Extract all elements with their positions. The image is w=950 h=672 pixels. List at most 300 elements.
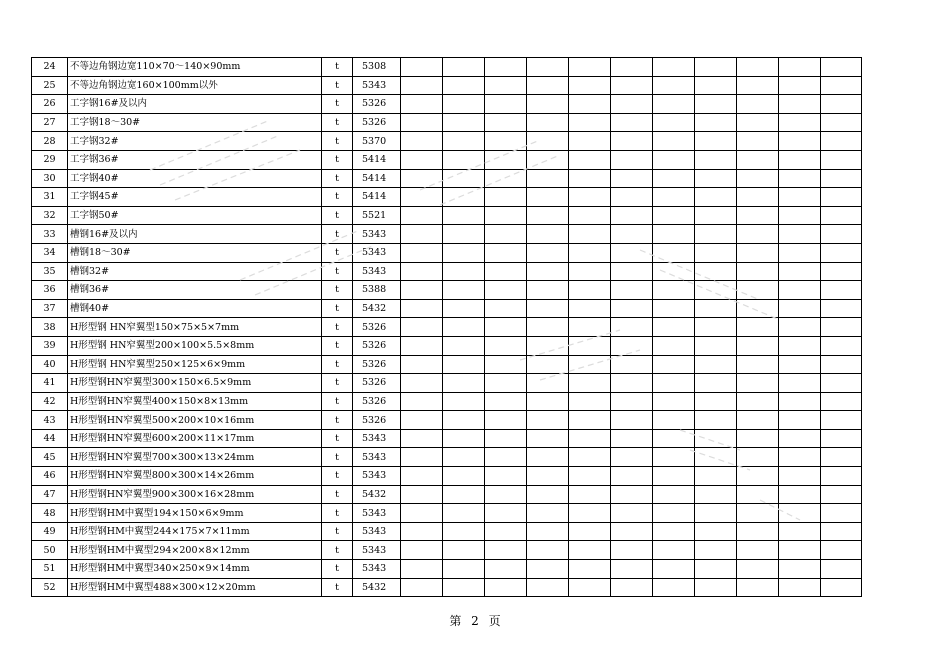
empty-cell [821,467,862,486]
table-row [32,95,862,114]
empty-cell [653,132,695,151]
empty-cell [569,262,611,281]
empty-cell [443,95,485,114]
empty-cell [569,281,611,300]
empty-cell [401,150,443,169]
empty-cell [485,355,527,374]
unit-cell: t [322,188,353,207]
empty-cell [527,336,569,355]
price-cell: 5343 [353,522,401,541]
empty-cell [611,262,653,281]
empty-cell [401,485,443,504]
table-row [32,76,862,95]
empty-cell [527,485,569,504]
table-row [32,262,862,281]
unit-cell: t [322,411,353,430]
empty-cell [485,113,527,132]
row-number-cell: 38 [32,318,68,337]
empty-cell [821,411,862,430]
material-name-cell: H形型钢HN窄翼型500×200×10×16mm [68,411,322,430]
empty-cell [821,58,862,77]
empty-cell [485,318,527,337]
table-row [32,169,862,188]
material-name-cell: 工字钢50# [68,206,322,225]
empty-cell [611,132,653,151]
empty-cell [779,188,821,207]
empty-cell [569,58,611,77]
price-cell: 5343 [353,541,401,560]
row-number-cell: 37 [32,299,68,318]
empty-cell [821,429,862,448]
price-cell: 5521 [353,206,401,225]
empty-cell [737,299,779,318]
empty-cell [779,206,821,225]
empty-cell [695,392,737,411]
table-row [32,355,862,374]
empty-cell [569,113,611,132]
empty-cell [401,76,443,95]
empty-cell [611,299,653,318]
empty-cell [695,541,737,560]
empty-cell [443,355,485,374]
price-cell: 5326 [353,113,401,132]
row-number-cell: 26 [32,95,68,114]
row-number-cell: 42 [32,392,68,411]
empty-cell [737,169,779,188]
empty-cell [653,318,695,337]
material-name-cell: H形型钢HN窄翼型300×150×6.5×9mm [68,374,322,393]
empty-cell [821,541,862,560]
empty-cell [821,281,862,300]
unit-cell: t [322,58,353,77]
empty-cell [443,522,485,541]
empty-cell [569,225,611,244]
empty-cell [653,95,695,114]
empty-cell [737,113,779,132]
empty-cell [485,429,527,448]
empty-cell [401,206,443,225]
empty-cell [779,429,821,448]
empty-cell [695,243,737,262]
table-row [32,485,862,504]
empty-cell [737,58,779,77]
empty-cell [443,541,485,560]
empty-cell [401,411,443,430]
empty-cell [401,281,443,300]
empty-cell [527,522,569,541]
price-cell: 5326 [353,392,401,411]
table-row [32,448,862,467]
table-row [32,225,862,244]
price-cell: 5370 [353,132,401,151]
row-number-cell: 33 [32,225,68,244]
material-name-cell: H形型钢 HN窄翼型250×125×6×9mm [68,355,322,374]
empty-cell [401,132,443,151]
price-cell: 5388 [353,281,401,300]
empty-cell [737,429,779,448]
empty-cell [611,374,653,393]
material-name-cell: H形型钢 HN窄翼型200×100×5.5×8mm [68,336,322,355]
empty-cell [821,578,862,597]
empty-cell [779,95,821,114]
price-cell: 5432 [353,578,401,597]
empty-cell [653,76,695,95]
empty-cell [695,262,737,281]
empty-cell [737,467,779,486]
empty-cell [569,132,611,151]
price-cell: 5343 [353,429,401,448]
empty-cell [485,95,527,114]
price-cell: 5343 [353,76,401,95]
empty-cell [653,58,695,77]
empty-cell [527,318,569,337]
empty-cell [401,336,443,355]
empty-cell [443,262,485,281]
empty-cell [821,76,862,95]
empty-cell [485,225,527,244]
material-name-cell: 工字钢18～30# [68,113,322,132]
table-row [32,392,862,411]
empty-cell [821,355,862,374]
empty-cell [653,541,695,560]
empty-cell [527,225,569,244]
empty-cell [443,560,485,579]
empty-cell [485,132,527,151]
unit-cell: t [322,429,353,448]
table-row [32,336,862,355]
empty-cell [821,392,862,411]
empty-cell [569,299,611,318]
empty-cell [779,560,821,579]
empty-cell [443,206,485,225]
empty-cell [401,522,443,541]
row-number-cell: 45 [32,448,68,467]
empty-cell [527,374,569,393]
empty-cell [443,58,485,77]
empty-cell [401,169,443,188]
empty-cell [443,448,485,467]
empty-cell [401,318,443,337]
empty-cell [569,355,611,374]
empty-cell [527,188,569,207]
empty-cell [695,355,737,374]
table-row [32,374,862,393]
empty-cell [569,76,611,95]
empty-cell [695,76,737,95]
empty-cell [443,113,485,132]
empty-cell [569,95,611,114]
material-name-cell: H形型钢HM中翼型340×250×9×14mm [68,560,322,579]
row-number-cell: 47 [32,485,68,504]
empty-cell [485,374,527,393]
empty-cell [611,336,653,355]
empty-cell [443,225,485,244]
empty-cell [695,504,737,523]
empty-cell [527,560,569,579]
material-name-cell: H形型钢HM中翼型294×200×8×12mm [68,541,322,560]
empty-cell [527,76,569,95]
table-row [32,206,862,225]
empty-cell [527,150,569,169]
unit-cell: t [322,448,353,467]
empty-cell [485,243,527,262]
empty-cell [779,169,821,188]
table-row [32,243,862,262]
empty-cell [737,318,779,337]
material-name-cell: H形型钢HN窄翼型900×300×16×28mm [68,485,322,504]
empty-cell [611,429,653,448]
empty-cell [611,95,653,114]
material-name-cell: 工字钢32# [68,132,322,151]
empty-cell [527,578,569,597]
empty-cell [611,411,653,430]
material-name-cell: 工字钢16#及以内 [68,95,322,114]
empty-cell [653,206,695,225]
material-name-cell: H形型钢HM中翼型194×150×6×9mm [68,504,322,523]
empty-cell [527,467,569,486]
empty-cell [737,132,779,151]
empty-cell [821,262,862,281]
price-cell: 5326 [353,411,401,430]
empty-cell [485,150,527,169]
empty-cell [485,262,527,281]
price-cell: 5326 [353,336,401,355]
empty-cell [821,448,862,467]
empty-cell [569,188,611,207]
material-name-cell: 槽钢36# [68,281,322,300]
table-row [32,113,862,132]
empty-cell [611,541,653,560]
empty-cell [695,318,737,337]
material-name-cell: 不等边角钢边宽160×100mm以外 [68,76,322,95]
empty-cell [737,411,779,430]
empty-cell [527,429,569,448]
empty-cell [653,225,695,244]
unit-cell: t [322,113,353,132]
material-price-table [31,57,862,597]
material-name-cell: 工字钢40# [68,169,322,188]
empty-cell [485,336,527,355]
price-cell: 5343 [353,504,401,523]
unit-cell: t [322,169,353,188]
row-number-cell: 36 [32,281,68,300]
empty-cell [443,132,485,151]
empty-cell [401,578,443,597]
empty-cell [611,150,653,169]
row-number-cell: 39 [32,336,68,355]
material-name-cell: H形型钢HN窄翼型800×300×14×26mm [68,467,322,486]
empty-cell [443,429,485,448]
empty-cell [695,281,737,300]
empty-cell [779,113,821,132]
price-cell: 5343 [353,467,401,486]
unit-cell: t [322,355,353,374]
empty-cell [611,355,653,374]
empty-cell [527,392,569,411]
price-cell: 5414 [353,188,401,207]
empty-cell [695,188,737,207]
empty-cell [611,522,653,541]
empty-cell [443,243,485,262]
empty-cell [779,578,821,597]
empty-cell [779,299,821,318]
empty-cell [569,374,611,393]
empty-cell [527,95,569,114]
table-row [32,522,862,541]
unit-cell: t [322,374,353,393]
price-cell: 5326 [353,374,401,393]
empty-cell [653,299,695,318]
material-name-cell: 不等边角钢边宽110×70～140×90mm [68,58,322,77]
unit-cell: t [322,336,353,355]
row-number-cell: 27 [32,113,68,132]
empty-cell [695,113,737,132]
empty-cell [611,206,653,225]
empty-cell [695,225,737,244]
empty-cell [821,243,862,262]
empty-cell [653,504,695,523]
empty-cell [485,578,527,597]
empty-cell [821,113,862,132]
empty-cell [779,132,821,151]
empty-cell [737,225,779,244]
empty-cell [401,392,443,411]
unit-cell: t [322,578,353,597]
empty-cell [821,485,862,504]
empty-cell [401,541,443,560]
empty-cell [737,560,779,579]
empty-cell [485,522,527,541]
empty-cell [569,522,611,541]
empty-cell [527,132,569,151]
empty-cell [821,169,862,188]
material-name-cell: 工字钢45# [68,188,322,207]
empty-cell [779,485,821,504]
price-cell: 5414 [353,150,401,169]
table-row [32,150,862,169]
empty-cell [401,262,443,281]
empty-cell [401,374,443,393]
empty-cell [779,355,821,374]
unit-cell: t [322,522,353,541]
empty-cell [527,448,569,467]
empty-cell [611,578,653,597]
empty-cell [821,560,862,579]
empty-cell [779,448,821,467]
empty-cell [695,169,737,188]
empty-cell [527,504,569,523]
empty-cell [485,76,527,95]
empty-cell [569,448,611,467]
unit-cell: t [322,150,353,169]
price-cell: 5326 [353,95,401,114]
empty-cell [821,374,862,393]
empty-cell [737,504,779,523]
table-row [32,504,862,523]
empty-cell [443,299,485,318]
table-row [32,132,862,151]
empty-cell [695,467,737,486]
empty-cell [653,262,695,281]
unit-cell: t [322,206,353,225]
row-number-cell: 51 [32,560,68,579]
empty-cell [569,467,611,486]
empty-cell [695,522,737,541]
row-number-cell: 46 [32,467,68,486]
empty-cell [527,281,569,300]
table-row [32,281,862,300]
empty-cell [779,262,821,281]
row-number-cell: 41 [32,374,68,393]
price-cell: 5343 [353,225,401,244]
empty-cell [611,392,653,411]
empty-cell [443,281,485,300]
empty-cell [695,560,737,579]
empty-cell [737,392,779,411]
empty-cell [401,560,443,579]
empty-cell [737,262,779,281]
row-number-cell: 44 [32,429,68,448]
empty-cell [401,58,443,77]
empty-cell [569,578,611,597]
unit-cell: t [322,318,353,337]
empty-cell [611,188,653,207]
empty-cell [611,243,653,262]
unit-cell: t [322,76,353,95]
empty-cell [611,169,653,188]
empty-cell [695,150,737,169]
empty-cell [401,188,443,207]
empty-cell [443,411,485,430]
unit-cell: t [322,281,353,300]
page-footer-suffix: 页 [488,614,501,628]
table-row [32,299,862,318]
empty-cell [485,448,527,467]
material-name-cell: H形型钢HN窄翼型600×200×11×17mm [68,429,322,448]
empty-cell [611,560,653,579]
empty-cell [653,281,695,300]
empty-cell [695,206,737,225]
price-cell: 5326 [353,318,401,337]
row-number-cell: 48 [32,504,68,523]
table-row [32,578,862,597]
empty-cell [695,95,737,114]
empty-cell [485,169,527,188]
empty-cell [779,225,821,244]
unit-cell: t [322,485,353,504]
table-row [32,541,862,560]
empty-cell [653,355,695,374]
empty-cell [653,188,695,207]
empty-cell [569,336,611,355]
empty-cell [737,374,779,393]
empty-cell [653,448,695,467]
empty-cell [611,281,653,300]
empty-cell [527,355,569,374]
empty-cell [401,299,443,318]
empty-cell [779,58,821,77]
empty-cell [695,448,737,467]
empty-cell [695,485,737,504]
empty-cell [737,150,779,169]
empty-cell [821,225,862,244]
empty-cell [485,299,527,318]
empty-cell [779,504,821,523]
empty-cell [821,504,862,523]
row-number-cell: 30 [32,169,68,188]
empty-cell [611,58,653,77]
empty-cell [443,318,485,337]
